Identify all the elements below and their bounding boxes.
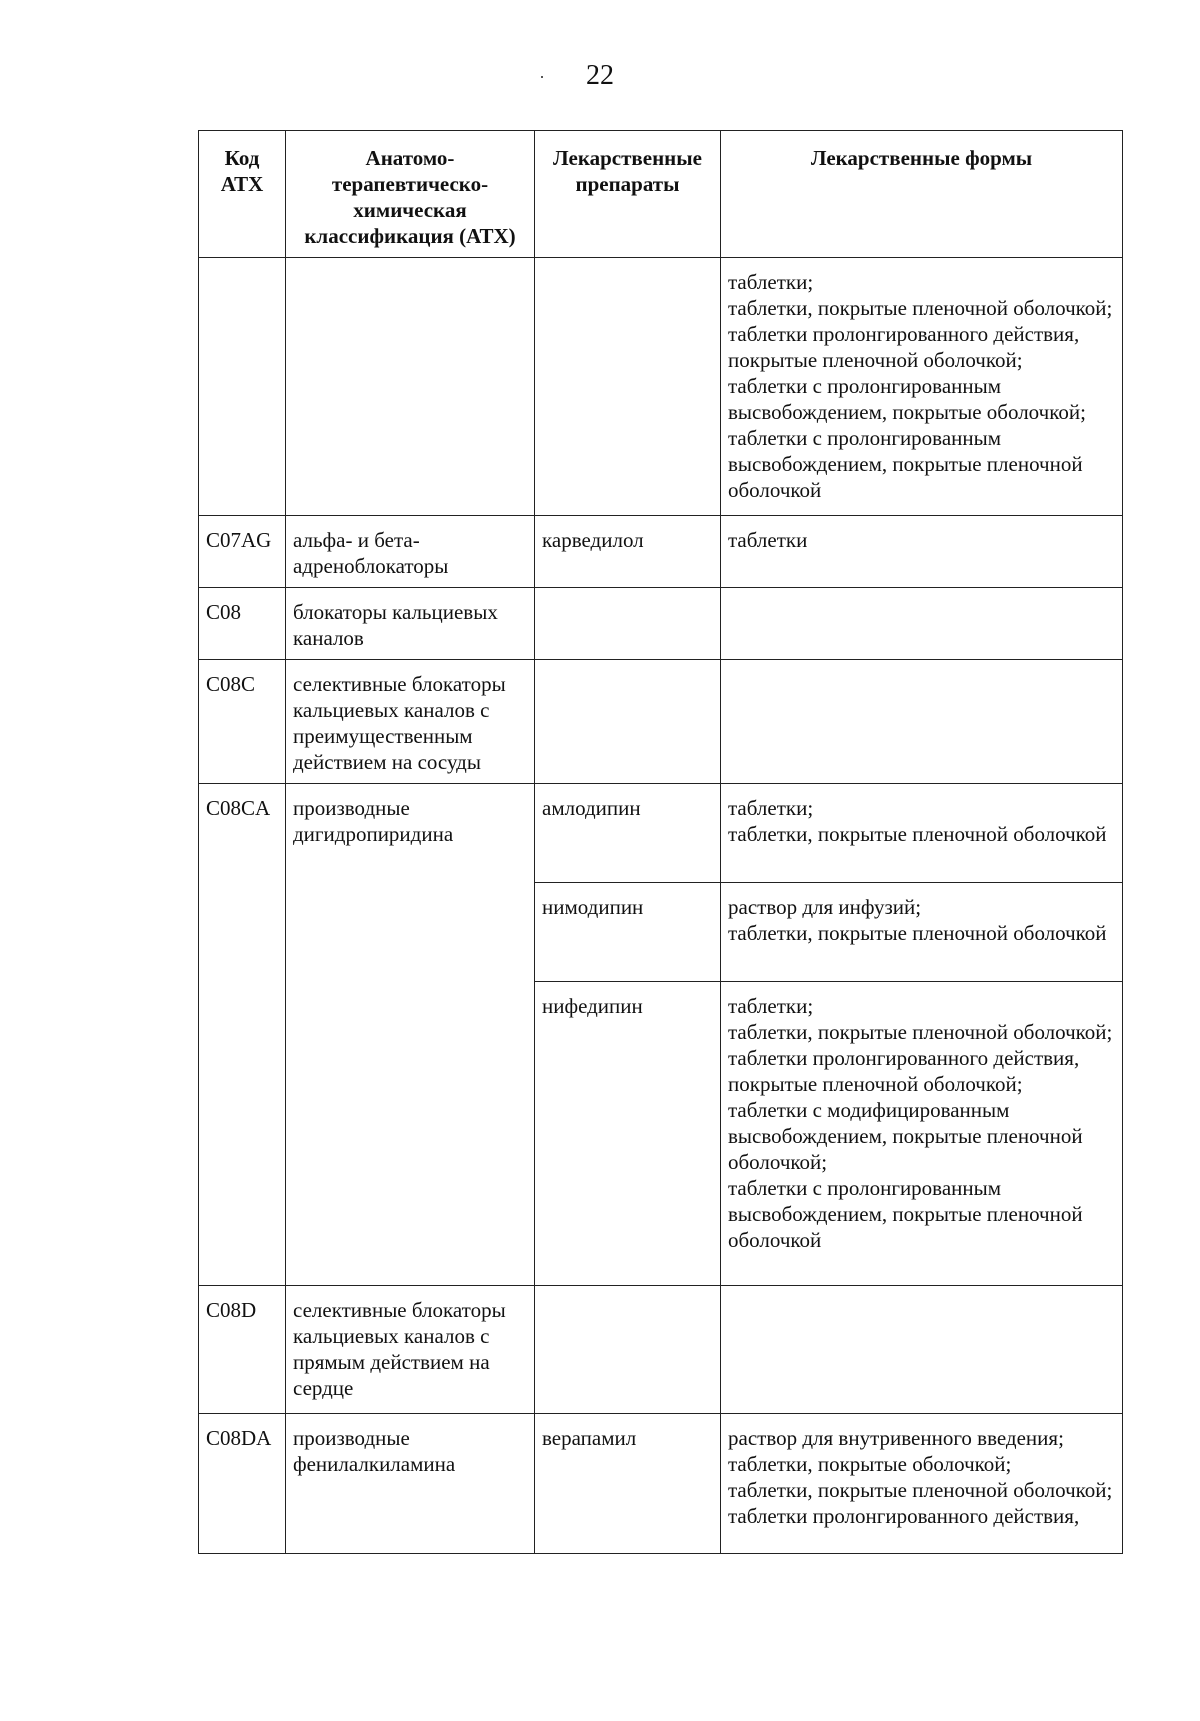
cell-drug: амлодипин	[535, 784, 721, 883]
cell-classification: альфа- и бета-адреноблокаторы	[286, 516, 535, 588]
table-header-row	[199, 131, 1123, 258]
cell-forms: таблетки; таблетки, покрытые пленочной оболочкой	[721, 784, 1123, 883]
cell-forms: раствор для инфузий; таблетки, покрытые пленочной оболочкой	[721, 883, 1123, 982]
cell-classification: блокаторы кальциевых каналов	[286, 588, 535, 660]
cell-drug	[535, 660, 721, 784]
cell-code: C08DA	[199, 1414, 286, 1554]
table-row	[199, 660, 1123, 784]
cell-code: C07AG	[199, 516, 286, 588]
cell-drug: нифедипин	[535, 982, 721, 1286]
cell-drug: карведилол	[535, 516, 721, 588]
cell-drug	[535, 1286, 721, 1414]
cell-forms	[721, 1286, 1123, 1414]
header-classification: Анатомо-терапевтическо-химическая классификация (АТХ)	[286, 131, 535, 258]
cell-drug: верапамил	[535, 1414, 721, 1554]
cell-code: C08D	[199, 1286, 286, 1414]
table-row	[199, 1414, 1123, 1554]
cell-drug	[535, 258, 721, 516]
header-drugs: Лекарственные препараты	[535, 131, 721, 258]
table-row	[199, 516, 1123, 588]
table-row	[199, 258, 1123, 516]
cell-code: C08C	[199, 660, 286, 784]
cell-classification: селективные блокаторы кальциевых каналов с прямым действием на сердце	[286, 1286, 535, 1414]
page-number: 22	[586, 60, 614, 91]
cell-drug: нимодипин	[535, 883, 721, 982]
table-row	[199, 784, 1123, 883]
table-row	[199, 1286, 1123, 1414]
cell-code: C08	[199, 588, 286, 660]
cell-classification: производные дигидропиридина	[286, 784, 535, 1286]
cell-classification: селективные блокаторы кальциевых каналов с преимущественным действием на сосуды	[286, 660, 535, 784]
cell-forms	[721, 660, 1123, 784]
header-code: Код АТХ	[199, 131, 286, 258]
cell-forms: таблетки; таблетки, покрытые пленочной оболочкой; таблетки пролонгированного действия, покрытые пленочной оболочкой; таблетки с пролонгированным высвобождением, покрытые оболочкой; таблетки с пролонгированным высвобождением, покрытые пленочной оболочкой	[721, 258, 1123, 516]
cell-forms: раствор для внутривенного введения; таблетки, покрытые оболочкой; таблетки, покрытые пленочной оболочкой; таблетки пролонгированного действия,	[721, 1414, 1123, 1554]
cell-classification	[286, 258, 535, 516]
scan-speck	[541, 76, 543, 78]
header-forms: Лекарственные формы	[721, 131, 1123, 258]
table-row	[199, 588, 1123, 660]
cell-code	[199, 258, 286, 516]
cell-code: C08CA	[199, 784, 286, 1286]
cell-drug	[535, 588, 721, 660]
cell-forms	[721, 588, 1123, 660]
cell-forms: таблетки	[721, 516, 1123, 588]
cell-classification: производные фенилалкиламина	[286, 1414, 535, 1554]
cell-forms: таблетки; таблетки, покрытые пленочной оболочкой; таблетки пролонгированного действия, покрытые пленочной оболочкой; таблетки с модифицированным высвобождением, покрытые пленочной оболочкой; таблетки с пролонгированным высвобождением, покрытые пленочной оболочкой	[721, 982, 1123, 1286]
atc-table	[198, 130, 1123, 1554]
